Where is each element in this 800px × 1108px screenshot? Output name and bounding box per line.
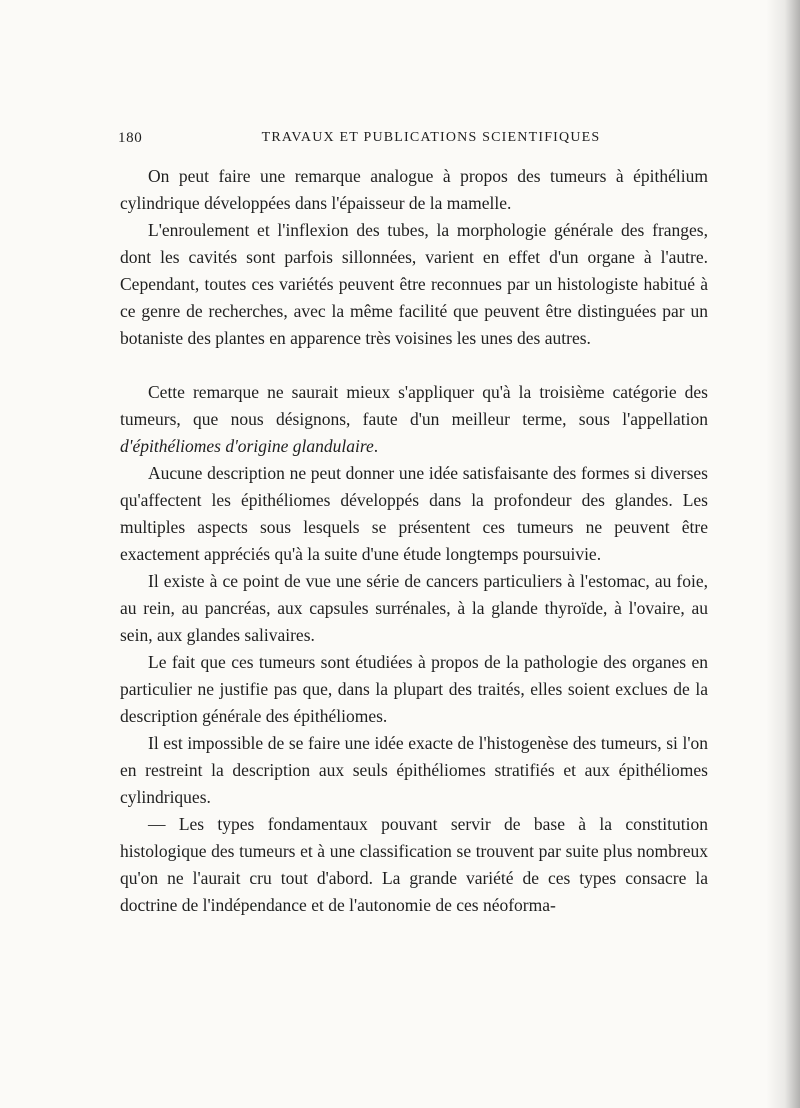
paragraph: Il existe à ce point de vue une série de cancers particuliers à l'estomac, au foie, au rein, au pancréas, aux capsules surrénales, à la glande thyroïde, à l'ovaire, au sein, aux glandes salivaires.	[120, 571, 708, 645]
italic-term: d'épithéliomes d'origine glandulaire	[120, 436, 374, 456]
body-text	[120, 163, 708, 919]
paragraph	[120, 379, 708, 460]
paragraph: — Les types fondamentaux pouvant servir de base à la constitution histologique des tumeurs et à une classification se trouvent par suite plus nombreux qu'on ne l'aurait cru tout d'abord. La grande variété de ces types consacre la doctrine de l'indépendance et de l'autonomie de ces néoforma-	[120, 814, 708, 915]
running-title: TRAVAUX ET PUBLICATIONS SCIENTIFIQUES	[261, 130, 601, 145]
page-edge-shadow	[766, 0, 800, 1108]
paragraph-text: Cette remarque ne saurait mieux s'appliquer qu'à la troisième catégorie des tumeurs, que nous désignons, faute d'un meilleur terme, sous l'appellation	[120, 382, 708, 429]
paragraph: Il est impossible de se faire une idée exacte de l'histogenèse des tumeurs, si l'on en restreint la description aux seuls épithéliomes stratifiés et aux épithéliomes cylindriques.	[120, 733, 708, 807]
paragraph: Aucune description ne peut donner une idée satisfaisante des formes si diverses qu'affectent les épithéliomes développés dans la profondeur des glandes. Les multiples aspects sous lesquels se présentent ces tumeurs ne peuvent être exactement appréciés qu'à la suite d'une étude longtemps poursuivie.	[120, 463, 708, 564]
paragraph-text: .	[373, 436, 379, 456]
paragraph: Le fait que ces tumeurs sont étudiées à propos de la pathologie des organes en particulier ne justifie pas que, dans la plupart des traités, elles soient exclues de la description générale des épithéliomes.	[120, 652, 708, 726]
paragraph: L'enroulement et l'inflexion des tubes, la morphologie générale des franges, dont les cavités sont parfois sillonnées, varient en effet d'un organe à l'autre. Cependant, toutes ces variétés peuvent être reconnues par un histologiste habitué à ce genre de recherches, avec la même facilité que peuvent être distinguées par un botaniste des plantes en apparence très voisines les unes des autres.	[120, 220, 708, 348]
page-header	[118, 130, 708, 154]
page-number: 180	[118, 130, 143, 146]
paragraph: On peut faire une remarque analogue à propos des tumeurs à épithélium cylindrique développées dans l'épaisseur de la mamelle.	[120, 166, 708, 213]
